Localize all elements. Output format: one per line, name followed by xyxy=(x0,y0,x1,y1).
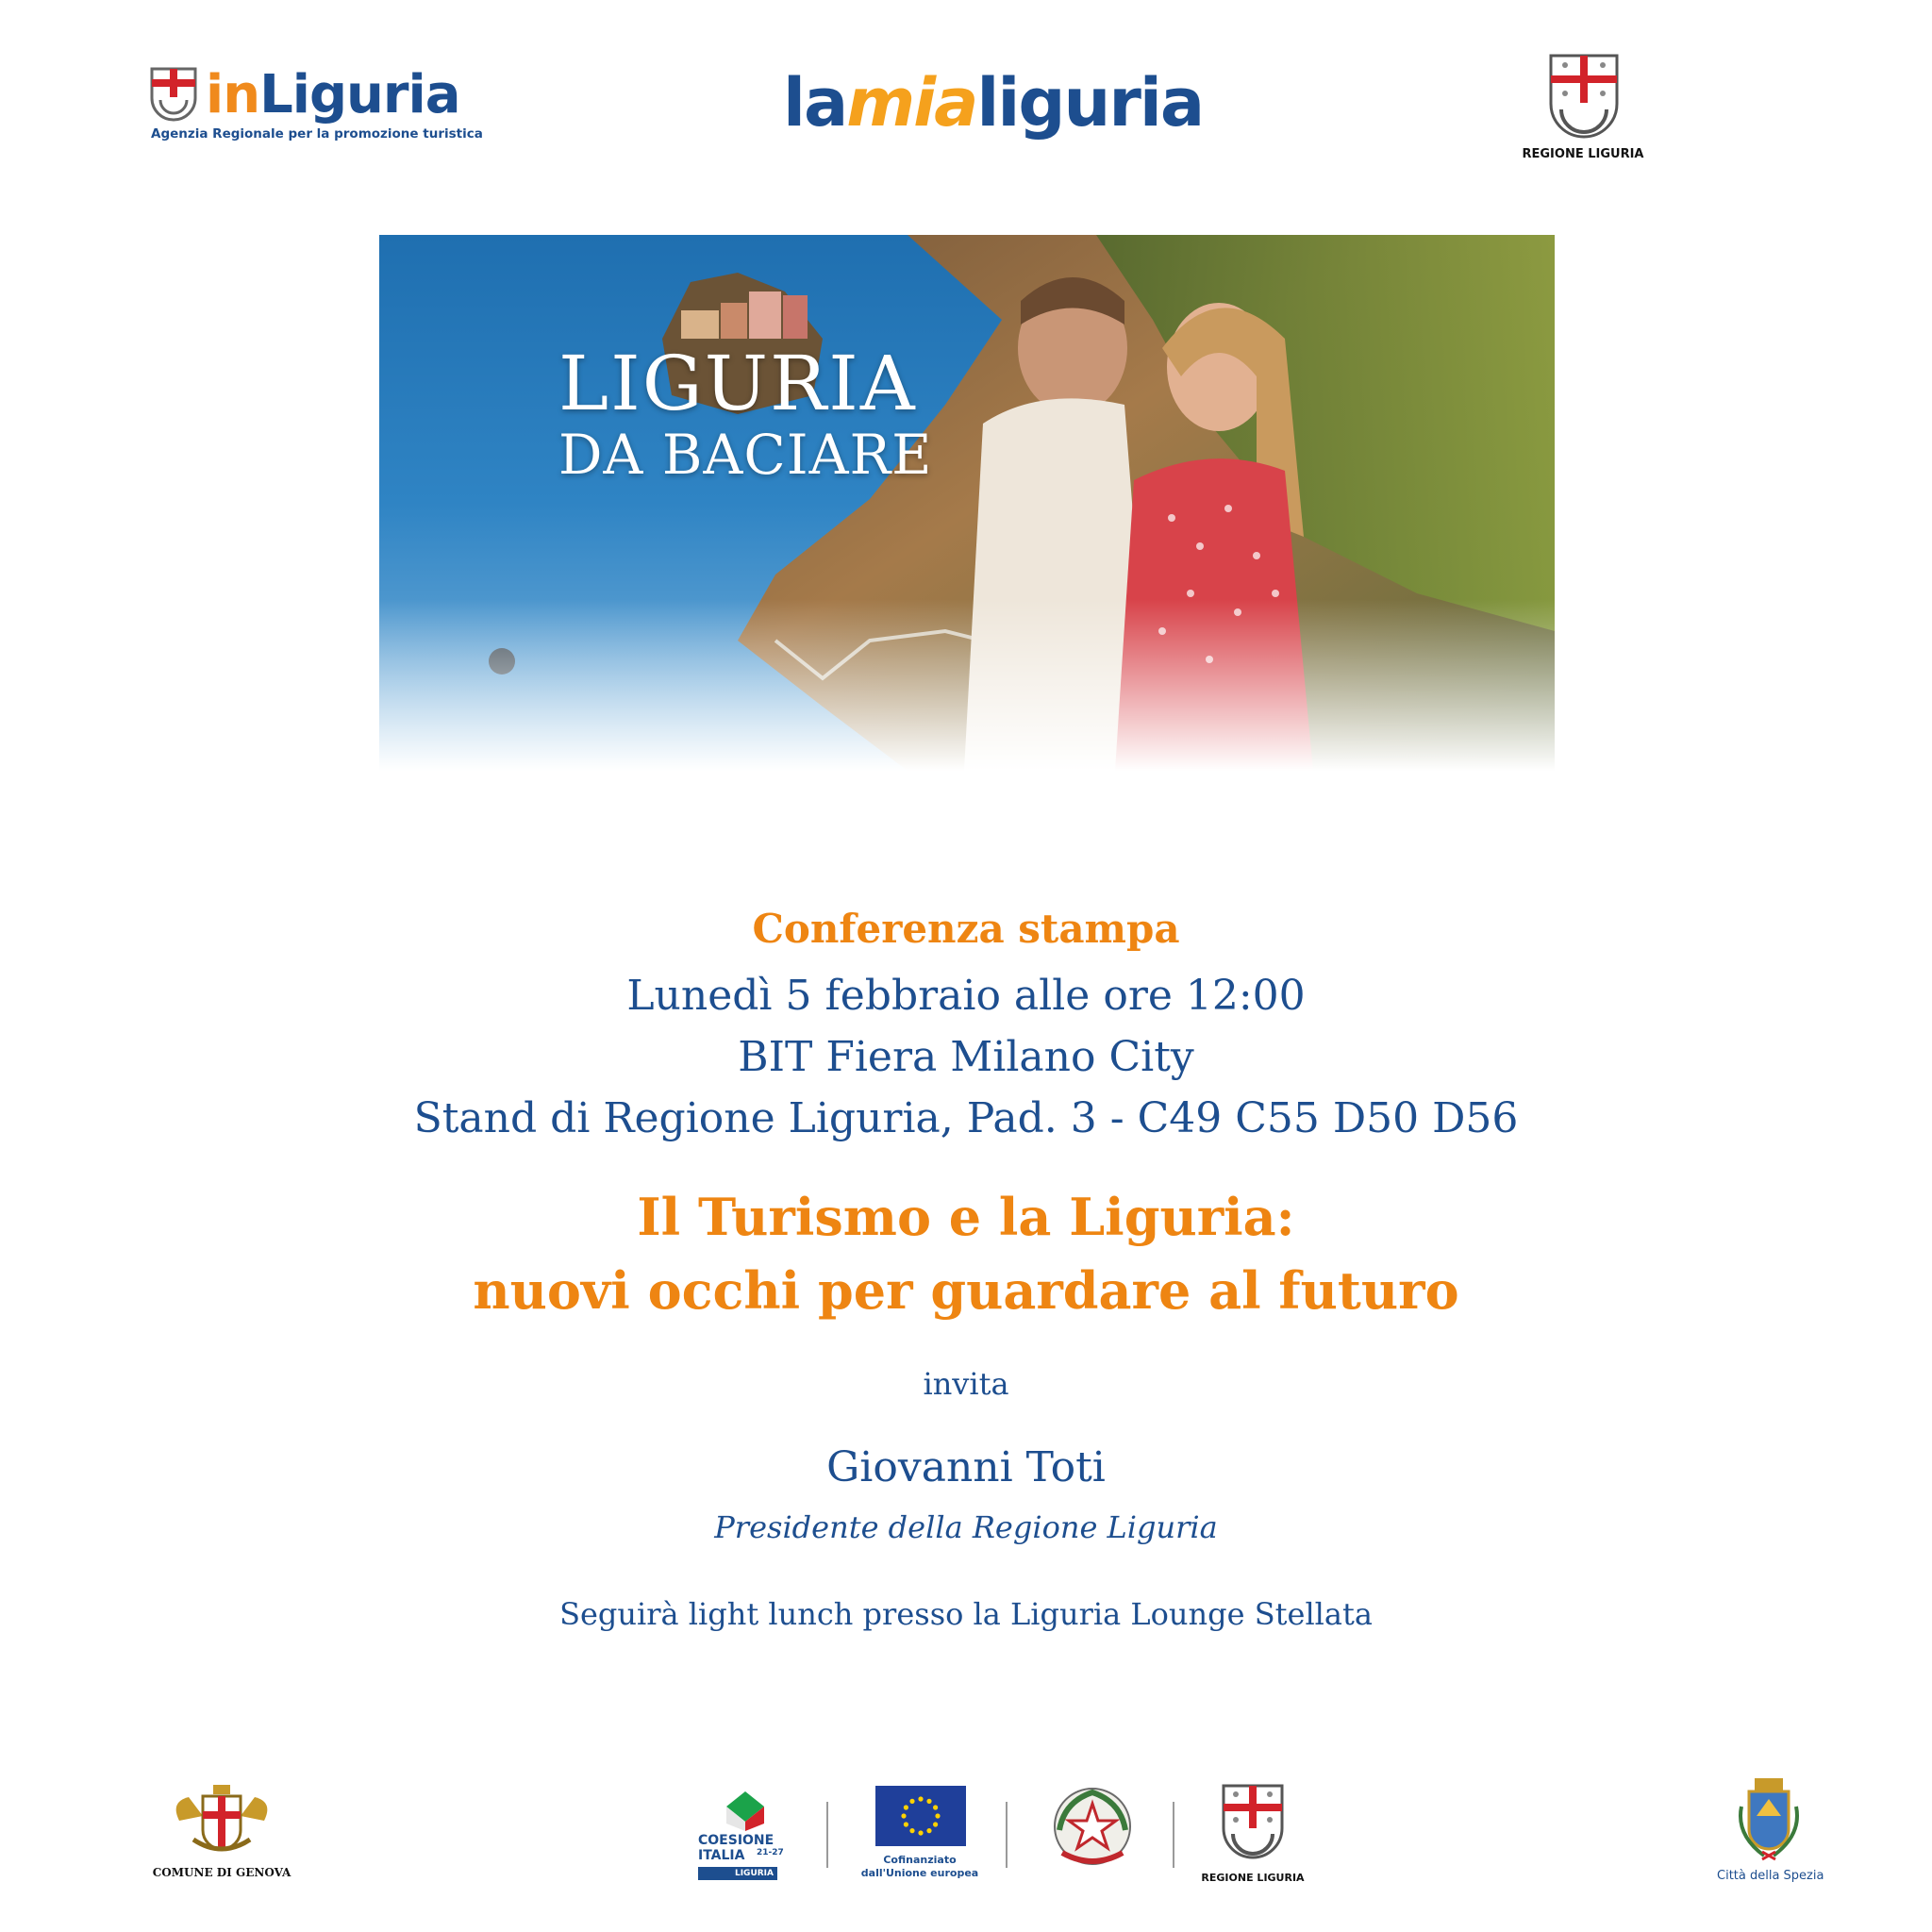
event-date: Lunedì 5 febbraio alle ore 12:00 xyxy=(626,972,1306,1020)
regione-liguria-logo-bottom xyxy=(1196,1783,1309,1891)
coesione-italia-logo xyxy=(698,1788,792,1891)
hero-banner xyxy=(379,235,1555,771)
event-venue: BIT Fiera Milano City xyxy=(738,1033,1194,1081)
regione-liguria-label: REGIONE LIGURIA xyxy=(1522,147,1644,161)
inliguria-logo xyxy=(149,62,483,147)
regione-liguria-logo-top xyxy=(1517,53,1649,166)
hero-title-line2: DA BACIARE xyxy=(558,423,933,487)
eu-flag-icon xyxy=(875,1786,966,1846)
eu-cofinanced-logo xyxy=(858,1786,981,1890)
hero-title-line1: LIGURIA xyxy=(558,340,917,427)
footer-divider xyxy=(1006,1802,1008,1868)
invita-text: invita xyxy=(923,1366,1009,1402)
event-label: Conferenza stampa xyxy=(752,906,1180,952)
coesione-region: LIGURIA xyxy=(698,1867,777,1880)
footer-divider xyxy=(1173,1802,1174,1868)
hero-title xyxy=(558,340,933,487)
coesione-line1: COESIONE xyxy=(698,1833,774,1848)
topic-title-line2: nuovi occhi per guardare al futuro xyxy=(473,1260,1459,1321)
genova-label: COMUNE DI GENOVA xyxy=(152,1866,291,1879)
eu-line1: Cofinanziato xyxy=(883,1854,957,1866)
lunch-note: Seguirà light lunch presso la Liguria Lounge Stellata xyxy=(559,1596,1373,1632)
spezia-label: Città della Spezia xyxy=(1717,1869,1824,1883)
coesione-line2: ITALIA xyxy=(698,1848,745,1863)
citta-spezia-logo xyxy=(1717,1778,1824,1891)
comune-genova-logo xyxy=(151,1783,292,1887)
repubblica-italiana-logo xyxy=(1045,1783,1140,1877)
topic-title-line1: Il Turismo e la Liguria: xyxy=(637,1187,1295,1247)
eu-line2: dall'Unione europea xyxy=(860,1867,979,1879)
regione-liguria-label-bottom: REGIONE LIGURIA xyxy=(1201,1872,1305,1884)
coesione-cube-icon xyxy=(717,1788,774,1831)
footer-divider xyxy=(826,1802,828,1868)
inliguria-wordmark: inLiguria xyxy=(206,64,460,125)
regione-liguria-shield-icon xyxy=(1221,1783,1285,1864)
inliguria-tagline: Agenzia Regionale per la promozione turistica xyxy=(151,126,483,142)
liguria-shield-icon xyxy=(149,66,198,123)
event-stand: Stand di Regione Liguria, Pad. 3 - C49 C55 D50 D56 xyxy=(413,1094,1519,1142)
speaker-name: Giovanni Toti xyxy=(826,1443,1106,1491)
spezia-crest-icon xyxy=(1736,1778,1802,1863)
repubblica-emblem-icon xyxy=(1045,1783,1140,1877)
speaker-role: Presidente della Regione Liguria xyxy=(714,1509,1218,1545)
genova-crest-icon xyxy=(170,1783,274,1858)
regione-liguria-shield-icon xyxy=(1548,53,1620,142)
lamialiguria-logo: lamialiguria xyxy=(783,64,1204,142)
coesione-years: 21-27 xyxy=(757,1848,784,1857)
hero-photo xyxy=(379,235,1555,771)
